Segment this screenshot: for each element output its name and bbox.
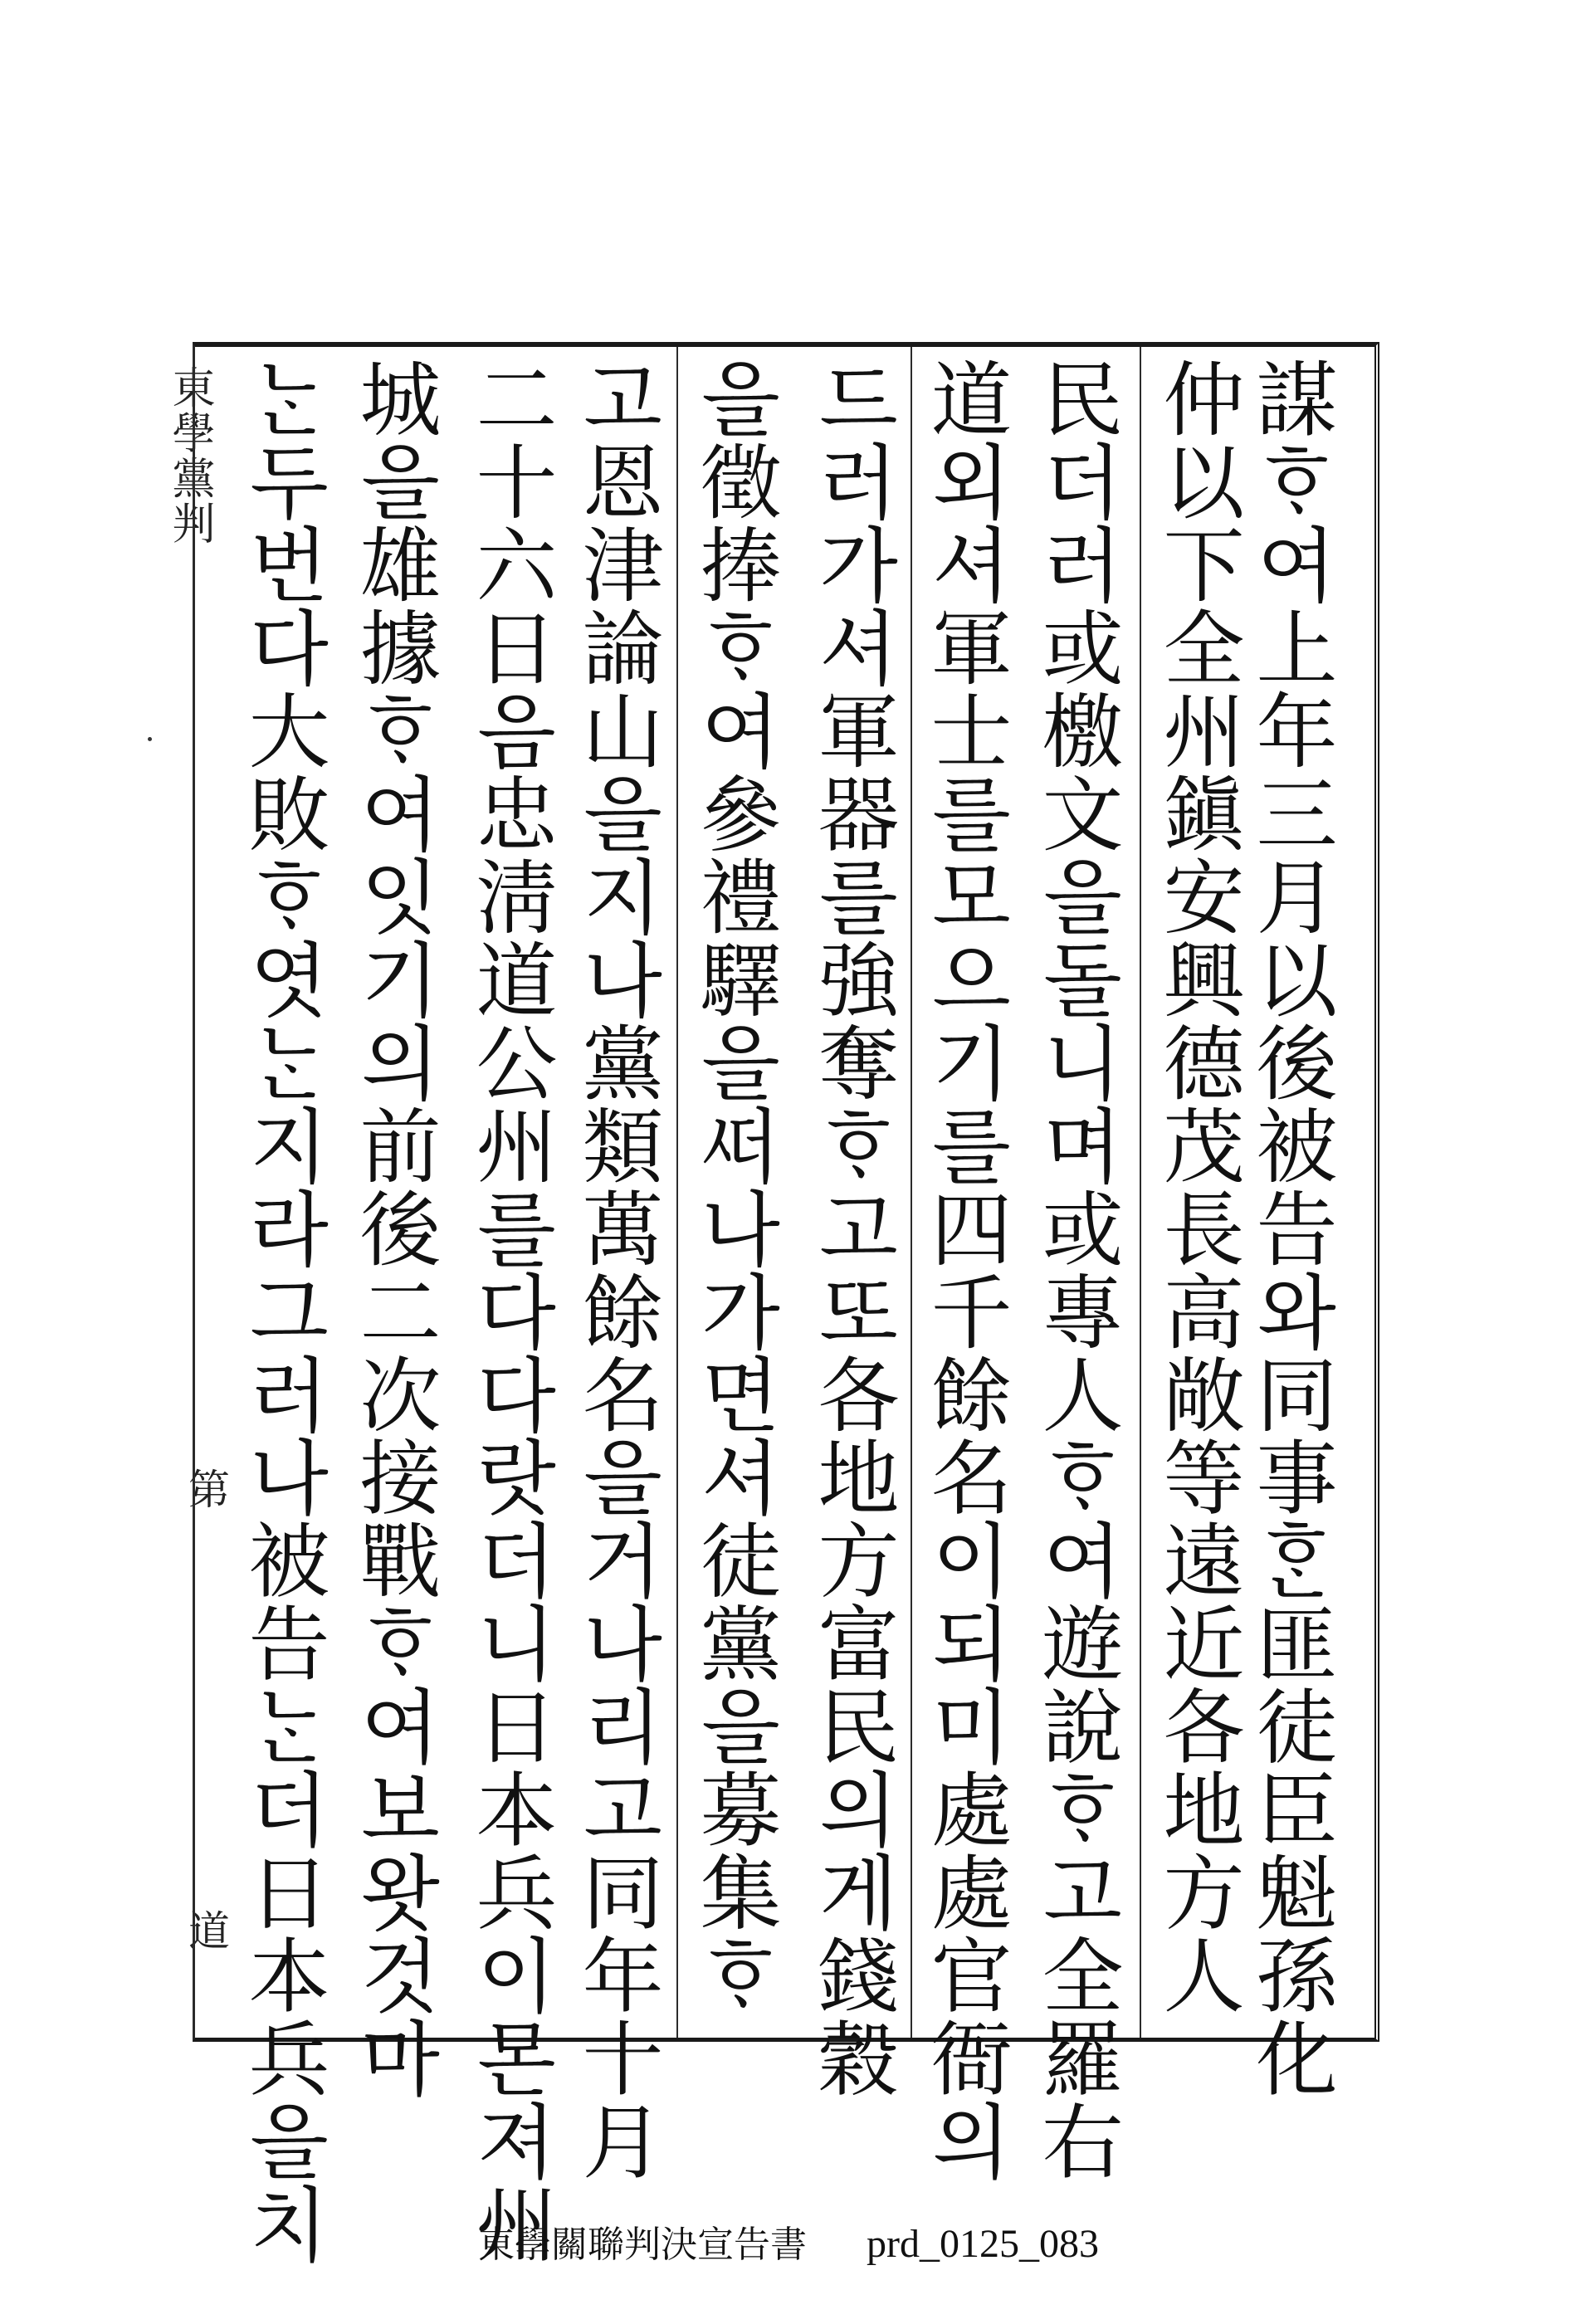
page-footer: [0, 2214, 1577, 2268]
text-column-6: 을徵捧ᄒᆞ여參禮驛을ᄯᅥ나가면셔徒黨을募集ᄒᆞ: [686, 357, 781, 2017]
margin-mark-top: 第: [182, 1467, 230, 1509]
text-column-8: 二十六日음忠淸道公州를다다랏더니日本兵이몬져州: [462, 357, 557, 2266]
text-column-9: 城을雄據ᄒᆞ여잇기의前後二次接戰ᄒᆞ여보왓것마: [346, 357, 441, 2100]
text-column-4: 道외셔軍士를모으기를四千餘名이되미處處官衙의: [917, 357, 1012, 2183]
ink-speck: [148, 737, 152, 741]
ruled-line: [676, 347, 678, 2038]
text-column-10: ᄂᆞᆫ두번다大敗ᄒᆞ엿ᄂᆞᆫ지라그러나被告ᄂᆞᆫ더日本兵을치: [235, 357, 330, 2266]
text-column-2: 仲以下全州鎭安興德茂長高敞等遠近各地方人: [1150, 357, 1244, 2017]
margin-title: 東學黨判: [164, 365, 214, 547]
text-column-1: 謀ᄒᆞ여上年三月以後被告와同事ᄒᆞᆫ匪徒臣魁孫化: [1243, 357, 1337, 2100]
text-column-7: 고恩津論山을지나黨類萬餘名을거나리고同年十月: [569, 357, 663, 2183]
footer-title: 東學關聯判決宣告書: [478, 2224, 807, 2266]
text-column-5: 드러가셔軍器를強奪ᄒᆞ고또各地方富民의게錢穀: [804, 357, 899, 2100]
ruled-line: [1140, 347, 1141, 2038]
text-column-3: 民더러或檄文을돌니며或專人ᄒᆞ여遊說ᄒᆞ고全羅右: [1028, 357, 1123, 2183]
margin-mark-bottom: 道: [182, 1909, 230, 1950]
ruled-line: [911, 347, 912, 2038]
footer-code: prd_0125_083: [867, 2222, 1099, 2266]
